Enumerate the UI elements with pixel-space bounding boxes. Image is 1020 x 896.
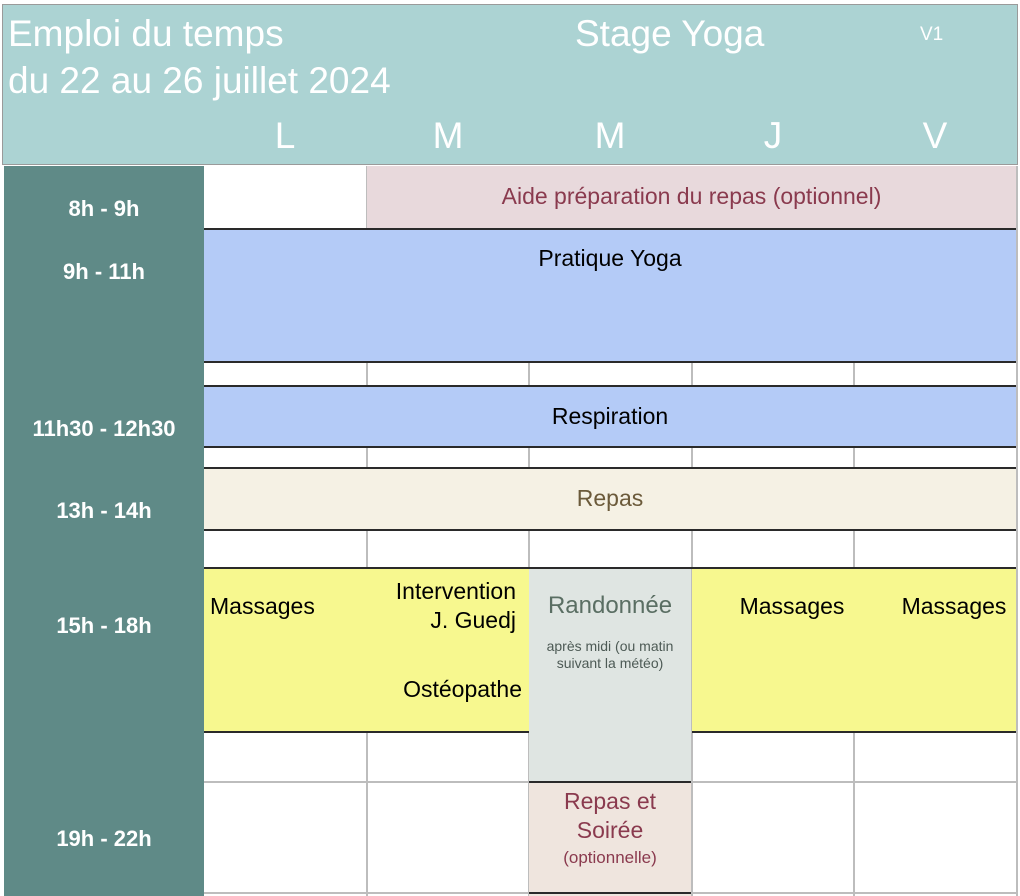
intervention-line-2: J. Guedj — [430, 607, 516, 633]
row-line-10-dark — [529, 892, 691, 894]
grid-line-right — [1016, 166, 1018, 896]
time-slot-19h: 19h - 22h — [56, 826, 152, 851]
time-slot-13h: 13h - 14h — [56, 498, 152, 523]
row-line-2 — [204, 361, 1016, 363]
event-pratique-yoga — [204, 229, 1016, 362]
event-pratique-label: Pratique Yoga — [538, 245, 682, 271]
time-slot-8h: 8h - 9h — [68, 196, 140, 221]
row-line-6 — [204, 529, 1016, 531]
soiree-line-1: Repas et — [563, 788, 657, 814]
event-randonnee-note: après midi (ou matin suivant la météo) — [546, 638, 674, 671]
stage-title: Stage Yoga — [575, 13, 765, 54]
soiree-line-2: Soirée — [576, 817, 644, 843]
event-respiration-label: Respiration — [551, 403, 669, 429]
row-line-7 — [204, 567, 1016, 569]
day-header-jeudi: J — [763, 115, 783, 156]
intervention-line-1: Intervention — [395, 578, 516, 604]
event-intervention — [366, 577, 516, 635]
version-label: V1 — [920, 24, 944, 45]
event-massages-jeudi: Massages — [739, 593, 845, 619]
row-line-5 — [204, 467, 1016, 469]
day-header-vendredi: V — [922, 115, 948, 156]
soiree-note: (optionnelle) — [563, 848, 657, 867]
time-slot-15h: 15h - 18h — [56, 613, 152, 638]
row-line-8b — [692, 731, 1016, 733]
event-osteopathe: Ostéopathe — [403, 676, 522, 702]
event-aide-preparation — [367, 166, 1016, 228]
event-randonnee — [529, 568, 691, 782]
event-repas — [204, 468, 1016, 529]
day-header-mardi: M — [432, 115, 464, 156]
row-line-8a — [204, 731, 529, 733]
title-line-2: du 22 au 26 juillet 2024 — [8, 60, 391, 101]
row-line-3 — [204, 385, 1016, 387]
title-line-1: Emploi du temps — [8, 13, 284, 54]
event-massages-vendredi: Massages — [901, 593, 1007, 619]
time-slot-11h30: 11h30 - 12h30 — [32, 416, 176, 441]
day-header-mercredi: M — [594, 115, 626, 156]
row-line-4 — [204, 446, 1016, 448]
day-header-lundi: L — [274, 115, 296, 156]
row-line-1 — [204, 228, 1016, 230]
schedule-title — [8, 10, 391, 104]
row-line-9-dark — [529, 781, 691, 783]
event-repas-label: Repas — [576, 485, 644, 511]
event-aide-label: Aide préparation du repas (optionnel) — [501, 183, 882, 209]
event-repas-soiree — [529, 783, 691, 896]
event-respiration — [204, 386, 1016, 447]
event-randonnee-label: Randonnée — [547, 592, 673, 619]
time-slot-9h: 9h - 11h — [63, 259, 145, 284]
event-massages-lundi: Massages — [210, 593, 315, 619]
